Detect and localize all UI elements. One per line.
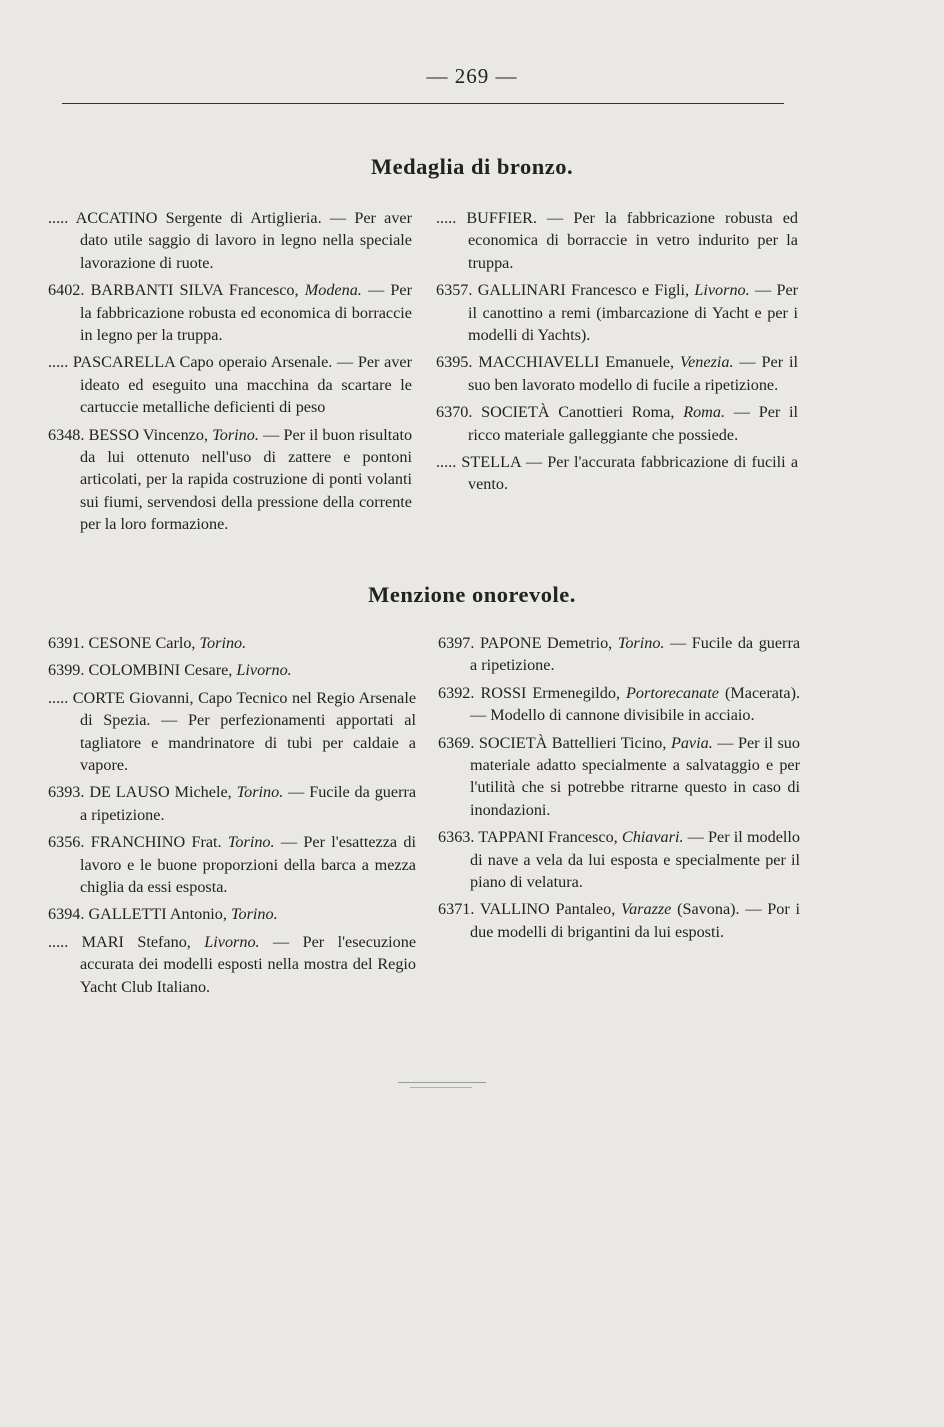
entry-name: VALLINO Pantaleo,	[479, 900, 616, 919]
award-entry	[436, 279, 798, 346]
award-entry	[48, 781, 416, 826]
award-entry	[438, 826, 800, 893]
entry-text: STELLA — Per l'accurata fabbricazione di fucili a vento.	[461, 453, 799, 494]
entry-place: Modena.	[304, 281, 362, 300]
award-entry	[436, 451, 798, 496]
entry-text: — Per il canottino a remi (imbarcazione di Yacht e per i modelli di Yachts).	[468, 281, 799, 345]
entry-name: CESONE Carlo,	[88, 634, 196, 652]
entry-name: BESSO Vincenzo,	[88, 425, 209, 444]
award-entry	[48, 831, 416, 898]
entry-number: 6363.	[438, 828, 475, 847]
award-entry	[436, 351, 798, 396]
entry-place: Portorecanate	[626, 683, 719, 702]
award-entry	[48, 632, 416, 654]
entry-number: 6369.	[438, 733, 475, 752]
entry-number: 6395.	[436, 353, 473, 372]
entry-place: Venezia.	[680, 353, 734, 372]
entry-text: — Per il suo ben lavorato modello di fucile a ripetizione.	[468, 353, 798, 394]
entry-number: 6391.	[48, 634, 85, 652]
entry-text: — Per il suo materiale adatto specialmente a salvataggio e per l'utilità che si potrebbe ritrarne questo in caso di inondazioni.	[470, 733, 800, 819]
entry-name: DE LAUSO Michele,	[89, 783, 232, 802]
entry-text: — Per l'esecuzione accurata dei modelli esposti nella mostra del Regio Yacht Club Italiano.	[80, 932, 417, 996]
entry-number: 6402.	[48, 281, 85, 300]
entry-number: 6394.	[48, 905, 85, 924]
entry-number: .....	[48, 932, 69, 951]
entry-name: PAPONE Demetrio,	[480, 634, 613, 652]
entry-text: (Macerata). — Modello di cannone divisibile in acciaio.	[470, 683, 801, 725]
entry-place: Livorno.	[236, 661, 292, 680]
entry-name: COLOMBINI Cesare,	[88, 661, 233, 680]
entry-place: Torino.	[212, 425, 259, 444]
entry-text: — Per il buon risultato da lui ottenuto nell'uso di zattere e pontoni articolati, per la rapida costruzione di ponti volanti sui fiumi, servendosi della pressione della corrente per la loro formazione.	[80, 425, 413, 534]
entry-place: Torino.	[199, 634, 247, 652]
entry-name: FRANCHINO Frat.	[90, 833, 222, 852]
entry-text: (Savona). — Por i due modelli di brigantini da lui esposti.	[470, 900, 801, 941]
entry-place: Chiavari.	[621, 828, 684, 847]
award-entry	[48, 659, 416, 681]
entry-number: 6356.	[48, 833, 85, 852]
menzione-left-column	[48, 632, 416, 1003]
award-entry	[48, 903, 416, 925]
entry-number: .....	[48, 209, 69, 227]
entry-number: 6392.	[438, 683, 475, 702]
entry-name: GALLINARI Francesco e Figli,	[477, 281, 690, 300]
entry-number: 6371.	[438, 900, 475, 919]
award-entry	[48, 279, 412, 346]
entry-text: — Per l'esattezza di lavoro e le buone proporzioni della barca a mezza chiglia da essi esposta.	[80, 833, 416, 897]
medaglia-left-column	[48, 207, 412, 541]
entry-name: SOCIETÀ Battellieri Ticino,	[478, 733, 667, 752]
entry-number: .....	[436, 209, 457, 227]
entry-name: ROSSI Ermenegildo,	[480, 683, 621, 702]
entry-text: ACCATINO Sergente di Artiglieria. — Per aver dato utile saggio di lavoro in legno nella speciale lavorazione di ruote.	[75, 209, 413, 272]
entry-place: Livorno.	[204, 932, 260, 951]
entry-text: — Per la fabbricazione robusta ed economica di borraccie in legno per la truppa.	[80, 281, 412, 345]
section-title-medaglia: Medaglia di bronzo.	[370, 154, 574, 179]
award-entry	[438, 898, 800, 943]
entry-place: Torino.	[617, 634, 665, 652]
header-rule	[62, 103, 784, 104]
entry-text: BUFFIER. — Per la fabbricazione robusta ed economica di borraccie in vetro indurito per la truppa.	[466, 209, 799, 272]
award-entry	[48, 207, 412, 274]
medaglia-right-column	[436, 207, 798, 501]
entry-text: PASCARELLA Capo operaio Arsenale. — Per aver ideato ed eseguito una macchina da scartare le cartuccie metalliche deficienti di peso	[72, 353, 412, 417]
award-entry	[436, 207, 798, 274]
entry-number: 6399.	[48, 661, 85, 680]
entry-number: 6397.	[438, 634, 475, 652]
entry-text: CORTE Giovanni, Capo Tecnico nel Regio Arsenale di Spezia. — Per perfezionamenti apportati al tagliatore e mandrinatore di tubi per caldaie a vapore.	[72, 688, 417, 775]
entry-name: BARBANTI SILVA Francesco,	[90, 281, 299, 300]
entry-name: SOCIETÀ Canottieri Roma,	[481, 403, 675, 422]
entry-name: GALLETTI Antonio,	[88, 905, 227, 924]
entry-place: Varazze	[621, 900, 672, 919]
award-entry	[48, 687, 416, 777]
award-entry	[48, 424, 412, 536]
entry-number: 6370.	[436, 403, 473, 422]
entry-place: Torino.	[227, 833, 275, 852]
entry-name: MACCHIAVELLI Emanuele,	[478, 353, 675, 372]
award-entry	[438, 632, 800, 677]
award-entry	[436, 401, 798, 446]
menzione-right-column	[438, 632, 800, 948]
entry-number: 6357.	[436, 281, 473, 300]
entry-number: .....	[48, 688, 69, 707]
decorative-rule-secondary	[410, 1087, 472, 1088]
entry-text: — Fucile da guerra a ripetizione.	[80, 783, 417, 824]
section-title-menzione: Menzione onorevole.	[368, 582, 576, 607]
entry-number: .....	[436, 453, 457, 472]
entry-name: MARI Stefano,	[81, 932, 191, 951]
entry-place: Pavia.	[670, 733, 713, 752]
decorative-rule	[398, 1082, 486, 1083]
entry-place: Livorno.	[694, 281, 750, 300]
award-entry	[48, 931, 416, 998]
entry-text: — Per il modello di nave a vela da lui esposta e specialmente per il piano di velatura.	[470, 828, 800, 892]
entry-number: 6348.	[48, 425, 85, 444]
entry-number: 6393.	[48, 783, 85, 802]
entry-place: Roma.	[683, 403, 726, 422]
entry-text: — Per il ricco materiale galleggiante che possiede.	[468, 403, 799, 444]
award-entry	[438, 682, 800, 727]
entry-place: Torino.	[231, 905, 278, 924]
entry-place: Torino.	[236, 783, 284, 802]
entry-text: — Fucile da guerra a ripetizione.	[470, 634, 801, 675]
entry-name: TAPPANI Francesco,	[478, 828, 618, 847]
award-entry	[438, 732, 800, 822]
page-number: — 269 —	[426, 64, 518, 88]
entry-number: .....	[48, 353, 69, 372]
award-entry	[48, 351, 412, 418]
